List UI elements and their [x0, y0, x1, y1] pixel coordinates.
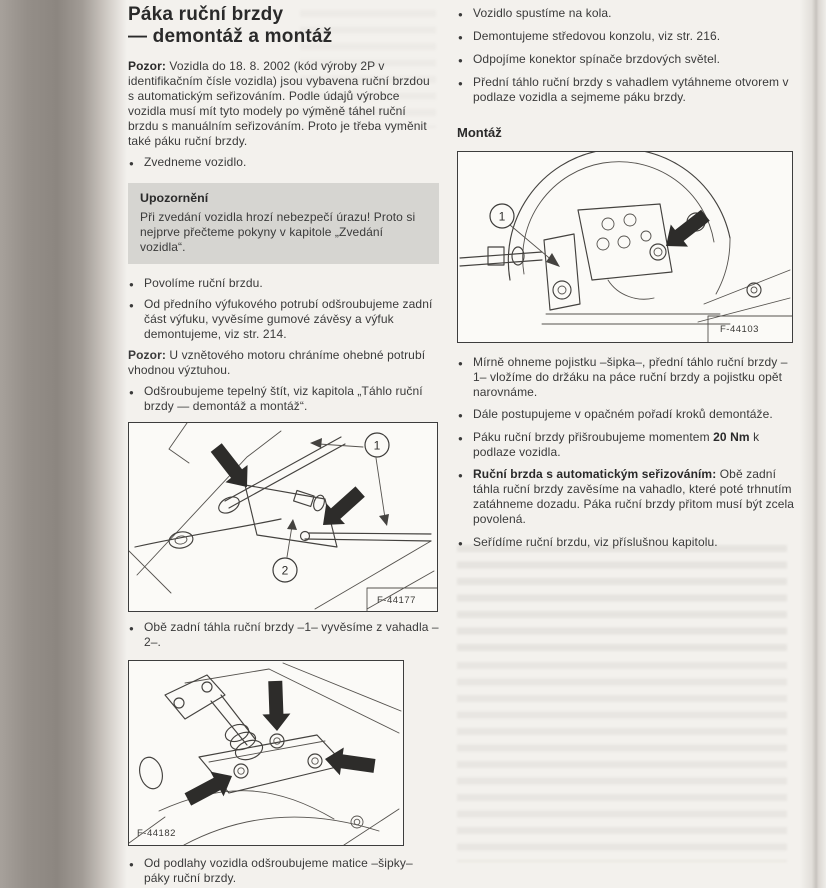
figure-label: F-44103	[720, 324, 759, 335]
bullet-icon	[457, 75, 473, 105]
bullet-text: Odšroubujeme tepelný štít, viz kapitola „Táhlo ruční brzdy — demontáž a montáž“.	[144, 384, 423, 413]
caution-text: Vozidla do 18. 8. 2002 (kód výroby 2P v identifikačním čísle vozidla) jsou vybavena ruční brzdou s automatickým seřizováním. Podle údajů výrobce vozidla musí mít tyto modely po výměně táhel ruční brzdu s manuálním seřizováním. Proto je třeba vyměnit také páku ruční brzdy.	[128, 59, 430, 148]
bullet-icon	[128, 620, 144, 650]
bullet-text: Od podlahy vozidla odšroubujeme matice –šipky– páky ruční brzdy.	[144, 856, 413, 885]
left-column	[128, 0, 439, 886]
page-edge-shadow	[800, 0, 826, 888]
auto-adjust-label: Ruční brzda s automatickým seřizováním:	[473, 467, 717, 481]
figure-lever-clip	[457, 151, 793, 343]
bullet-text: Dále postupujeme v opačném pořadí kroků demontáže.	[473, 407, 773, 421]
figure-line-art	[129, 661, 403, 845]
page-title-line1: Páka ruční brzdy	[128, 4, 284, 25]
list-item	[128, 276, 439, 292]
bullet-icon	[128, 384, 144, 414]
bullet-text: Odpojíme konektor spínače brzdových světel.	[473, 52, 721, 66]
list-item	[128, 155, 439, 171]
torque-value: 20 Nm	[713, 430, 750, 444]
bullet-text: Vozidlo spustíme na kola.	[473, 6, 612, 20]
list-item	[457, 52, 795, 68]
caution-text: U vznětového motoru chráníme ohebné potrubí vhodnou výztuhou.	[128, 348, 426, 377]
warning-box	[128, 183, 439, 264]
auto-adjust-text: Obě zadní táhla ruční brzdy zavěsíme na vahadlo, které poté trhnutím zatáhneme dozadu. Páka ruční brzdy přitom musí být zcela povolená.	[473, 467, 795, 526]
bleedthrough-texture	[457, 545, 787, 653]
callout-1-number: 1	[373, 438, 381, 453]
warning-text: Při zvedání vozidla hrozí nebezpečí úrazu! Proto si nejprve přečteme pokyny v kapitole „Zvedání vozidla“.	[140, 210, 416, 254]
bullet-icon	[128, 856, 144, 886]
book-gutter-shadow	[0, 0, 127, 888]
warning-title: Upozornění	[140, 191, 209, 205]
bullet-icon	[457, 29, 473, 45]
bullet-text: Mírně ohneme pojistku –šipka–, přední táhlo ruční brzdy –1– vložíme do držáku na páce ruční brzdy a pojistku opět narovnáme.	[473, 355, 788, 399]
bullet-icon	[457, 52, 473, 68]
list-item	[128, 620, 439, 650]
bullet-icon	[457, 467, 473, 527]
callout-1-number: 1	[498, 209, 506, 224]
section-heading-installation: Montáž	[457, 125, 502, 140]
bullet-text	[473, 467, 795, 527]
bullet-icon	[457, 430, 473, 460]
bullet-icon	[128, 155, 144, 171]
bullet-text	[473, 430, 795, 460]
list-item	[457, 6, 795, 22]
bleedthrough-texture	[457, 662, 787, 862]
page-title	[128, 4, 439, 48]
list-item	[128, 384, 439, 414]
bullet-text: Přední táhlo ruční brzdy s vahadlem vytáhneme otvorem v podlaze vozidla a sejmeme páku brzdy.	[473, 75, 789, 104]
bullet-icon	[128, 276, 144, 292]
list-item	[457, 430, 795, 460]
figure-handbrake-rods	[128, 422, 438, 612]
right-column	[457, 0, 795, 551]
caution-label: Pozor:	[128, 348, 166, 362]
bullet-text: Obě zadní táhla ruční brzdy –1– vyvěsíme z vahadla –2–.	[144, 620, 439, 649]
list-item	[128, 297, 439, 342]
list-item	[457, 29, 795, 45]
bullet-icon	[457, 355, 473, 400]
list-item	[128, 856, 439, 886]
torque-text-pre: Páku ruční brzdy přišroubujeme momentem	[473, 430, 714, 444]
bullet-icon	[457, 407, 473, 423]
list-item	[457, 355, 795, 400]
bullet-text: Od předního výfukového potrubí odšroubujeme zadní část výfuku, vyvěsíme gumové závěsy a výfuk demontujeme, viz str. 214.	[144, 297, 433, 341]
bullet-text: Seřídíme ruční brzdu, viz příslušnou kapitolu.	[473, 535, 718, 549]
list-item	[457, 407, 795, 423]
list-item	[457, 467, 795, 527]
arrow-icon	[261, 681, 291, 732]
figure-line-art	[129, 423, 437, 611]
figure-label: F-44177	[377, 595, 416, 606]
list-item	[457, 535, 795, 551]
callout-2-number: 2	[281, 563, 289, 578]
page-title-line2: — demontáž a montáž	[128, 26, 333, 47]
bullet-text: Zvedneme vozidlo.	[144, 155, 247, 169]
bullet-text: Demontujeme středovou konzolu, viz str. 216.	[473, 29, 721, 43]
bullet-icon	[457, 535, 473, 551]
figure-lever-nuts	[128, 660, 404, 846]
figure-line-art	[458, 152, 792, 342]
bullet-icon	[128, 297, 144, 342]
bullet-text: Povolíme ruční brzdu.	[144, 276, 263, 290]
caution-paragraph	[128, 348, 439, 378]
figure-label: F-44182	[137, 828, 176, 839]
list-item	[457, 75, 795, 105]
caution-label: Pozor:	[128, 59, 166, 73]
torque-text-post: k podlaze vozidla.	[473, 430, 760, 459]
caution-paragraph	[128, 59, 439, 149]
bullet-icon	[457, 6, 473, 22]
